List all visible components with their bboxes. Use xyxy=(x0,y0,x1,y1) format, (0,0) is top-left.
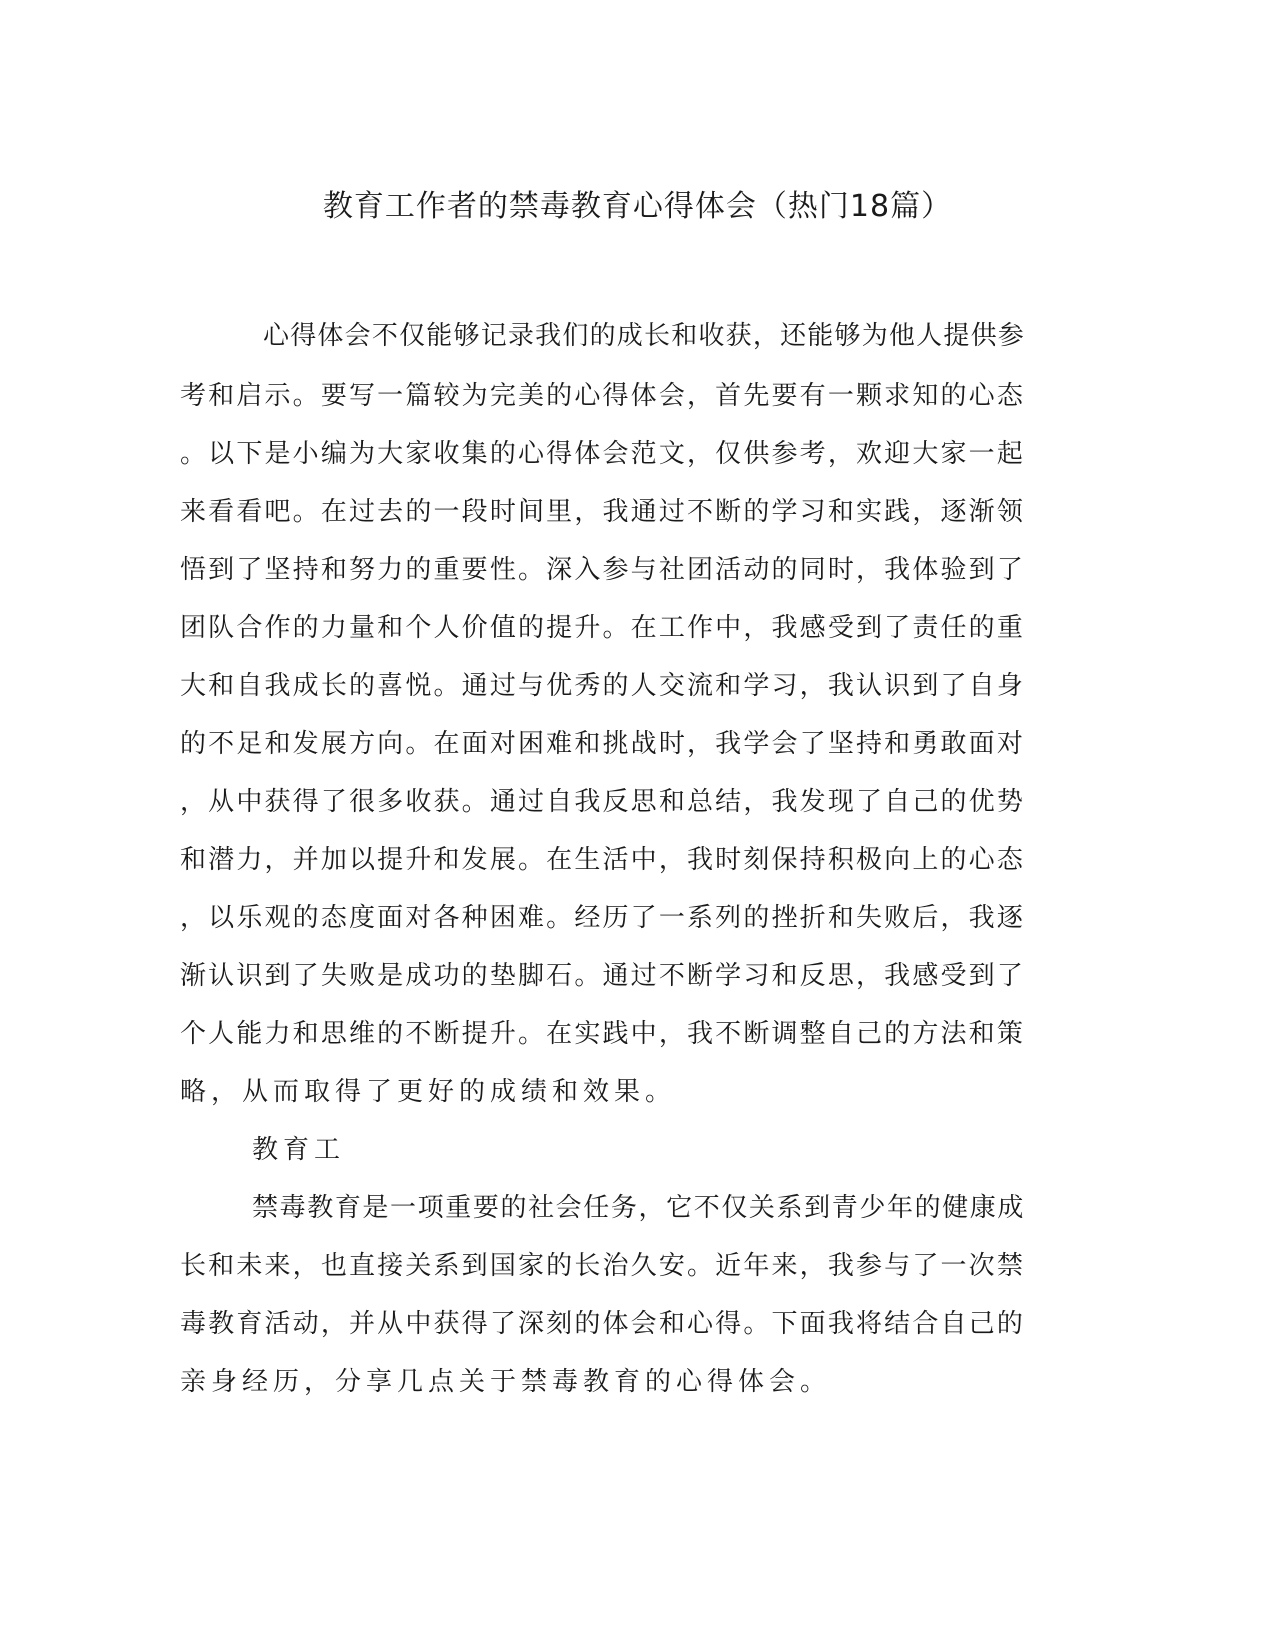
paragraph-line: ，从中获得了很多收获。通过自我反思和总结，我发现了自己的优势 xyxy=(180,787,1026,817)
paragraph-line: 禁毒教育是一项重要的社会任务，它不仅关系到青少年的健康成 xyxy=(252,1193,1026,1223)
paragraph-line: ，以乐观的态度面对各种困难。经历了一系列的挫折和失败后，我逐 xyxy=(180,903,1026,933)
paragraph-line: 长和未来，也直接关系到国家的长治久安。近年来，我参与了一次禁 xyxy=(180,1251,1026,1281)
paragraph-line: 来看看吧。在过去的一段时间里，我通过不断的学习和实践，逐渐领 xyxy=(180,497,1026,527)
paragraph-line: 个人能力和思维的不断提升。在实践中，我不断调整自己的方法和策 xyxy=(180,1019,1026,1049)
paragraph-line: 大和自我成长的喜悦。通过与优秀的人交流和学习，我认识到了自身 xyxy=(180,671,1026,701)
paragraph-line: 悟到了坚持和努力的重要性。深入参与社团活动的同时，我体验到了 xyxy=(180,555,1026,585)
paragraph-line: 毒教育活动，并从中获得了深刻的体会和心得。下面我将结合自己的 xyxy=(180,1309,1026,1339)
paragraph-line: 亲身经历，分享几点关于禁毒教育的心得体会。 xyxy=(180,1367,832,1397)
paragraph-line: 心得体会不仅能够记录我们的成长和收获，还能够为他人提供参 xyxy=(263,321,1026,351)
paragraph-line: 考和启示。要写一篇较为完美的心得体会，首先要有一颗求知的心态 xyxy=(180,381,1026,411)
document-title: 教育工作者的禁毒教育心得体会（热门18篇） xyxy=(322,189,953,224)
paragraph-line: 的不足和发展方向。在面对困难和挑战时，我学会了坚持和勇敢面对 xyxy=(180,729,1026,759)
paragraph-line: 渐认识到了失败是成功的垫脚石。通过不断学习和反思，我感受到了 xyxy=(180,961,1026,991)
paragraph-line: 和潜力，并加以提升和发展。在生活中，我时刻保持积极向上的心态 xyxy=(180,845,1026,875)
section-subheading: 教育工 xyxy=(252,1135,346,1165)
paragraph-line: 团队合作的力量和个人价值的提升。在工作中，我感受到了责任的重 xyxy=(180,613,1026,643)
paragraph-line: 略，从而取得了更好的成绩和效果。 xyxy=(180,1077,677,1107)
paragraph-line: 。以下是小编为大家收集的心得体会范文，仅供参考，欢迎大家一起 xyxy=(180,439,1026,469)
